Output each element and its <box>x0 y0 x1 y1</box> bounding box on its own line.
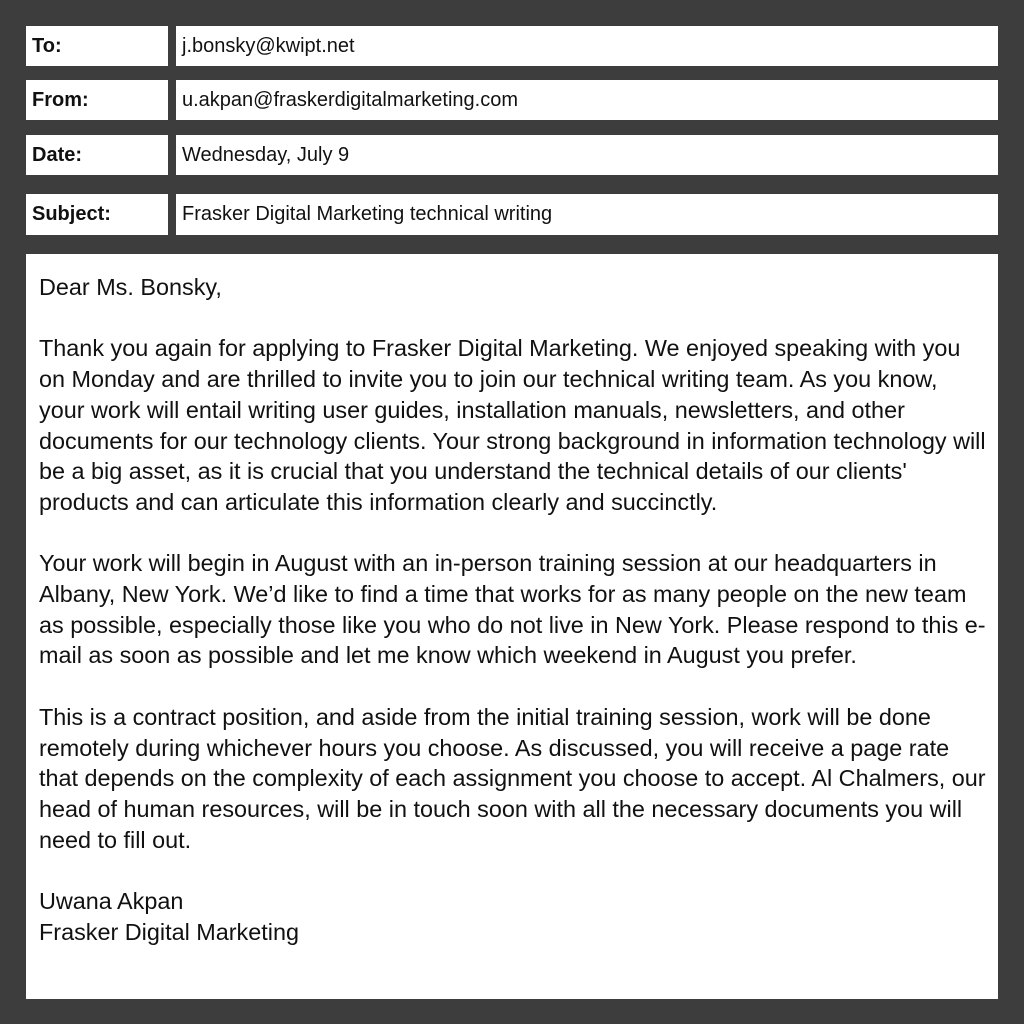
date-field[interactable]: Wednesday, July 9 <box>176 135 998 175</box>
subject-label: Subject: <box>26 194 168 235</box>
subject-field[interactable]: Frasker Digital Marketing technical writing <box>176 194 998 235</box>
signature-company: Frasker Digital Marketing <box>39 918 299 945</box>
to-field[interactable]: j.bonsky@kwipt.net <box>176 26 998 66</box>
from-field[interactable]: u.akpan@fraskerdigitalmarketing.com <box>176 80 998 120</box>
email-greeting: Dear Ms. Bonsky, <box>39 274 222 300</box>
signature-name: Uwana Akpan <box>39 888 184 914</box>
email-body[interactable] <box>26 254 998 999</box>
date-label: Date: <box>26 135 168 175</box>
email-paragraph-2: Your work will begin in August with an in-person training session at our headquarters in Albany, New York. We’d like to find a time that works for as many people on the new team as possible, especially those like you who do not live in New York. Please respond to this e-mail as soon as possible and let me know which weekend in August you prefer. <box>39 550 986 669</box>
email-paragraph-3: This is a contract position, and aside from the initial training session, work will be done remotely during whichever hours you choose. As discussed, you will receive a page rate that depends on the complexity of each assignment you choose to accept. Al Chalmers, our head of human resources, will be in touch soon with all the necessary documents you will need to fill out. <box>39 703 986 853</box>
from-label: From: <box>26 80 168 120</box>
to-label: To: <box>26 26 168 66</box>
email-paragraph-1: Thank you again for applying to Frasker Digital Marketing. We enjoyed speaking with you on Monday and are thrilled to invite you to join our technical writing team. As you know, your work will entail writing user guides, installation manuals, newsletters, and other documents for our technology clients. Your strong background in information technology will be a big asset, as it is crucial that you understand the technical details of our clients' products and can articulate this information clearly and succinctly. <box>39 335 986 515</box>
